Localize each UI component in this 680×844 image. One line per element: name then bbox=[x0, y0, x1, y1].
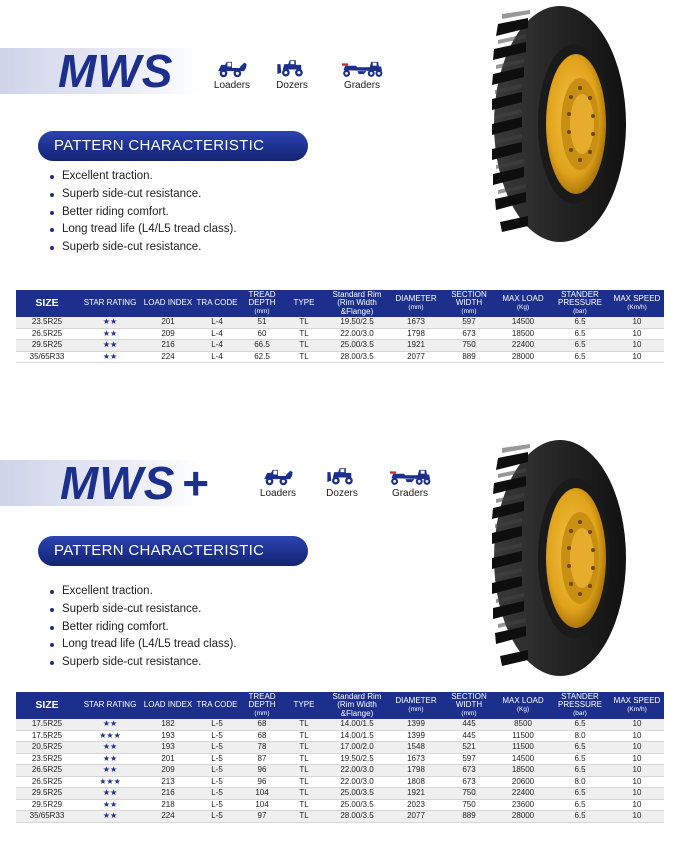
star-rating-cell: ★★ bbox=[78, 317, 142, 328]
table-cell: 96 bbox=[240, 776, 284, 788]
brand-title: MWS + bbox=[60, 457, 210, 509]
table-cell: L-4 bbox=[194, 340, 240, 352]
table-cell: 97 bbox=[240, 811, 284, 823]
brand-title: MWS bbox=[58, 45, 174, 97]
header-size: SIZE bbox=[16, 692, 78, 719]
machine-loaders: Loaders bbox=[258, 466, 298, 499]
table-cell: 193 bbox=[142, 742, 194, 754]
table-cell: TL bbox=[284, 351, 324, 363]
machine-dozers: Dozers bbox=[322, 466, 362, 499]
tire-image bbox=[488, 4, 628, 244]
loader-icon bbox=[214, 58, 250, 78]
table-cell: 750 bbox=[442, 799, 496, 811]
table-cell: TL bbox=[284, 788, 324, 800]
feature-item: Superb side-cut resistance. bbox=[48, 654, 237, 672]
table-cell: 17.5R25 bbox=[16, 730, 78, 742]
table-cell: 209 bbox=[142, 328, 194, 340]
table-cell: 22.00/3.0 bbox=[324, 776, 390, 788]
table-cell: 445 bbox=[442, 730, 496, 742]
table-cell: 10 bbox=[610, 788, 664, 800]
table-cell: 26.5R25 bbox=[16, 776, 78, 788]
table-cell: L-5 bbox=[194, 742, 240, 754]
feature-item: Excellent traction. bbox=[48, 583, 237, 601]
table-cell: 104 bbox=[240, 788, 284, 800]
table-cell: L-5 bbox=[194, 765, 240, 777]
table-row bbox=[16, 730, 664, 742]
table-cell: 20.5R25 bbox=[16, 742, 78, 754]
table-cell: 23600 bbox=[496, 799, 550, 811]
table-header-row bbox=[16, 692, 664, 719]
table-cell: 14.00/1.5 bbox=[324, 730, 390, 742]
table-row bbox=[16, 328, 664, 340]
table-row bbox=[16, 811, 664, 823]
table-cell: L-5 bbox=[194, 753, 240, 765]
machine-graders: Graders bbox=[334, 58, 390, 91]
table-cell: 96 bbox=[240, 765, 284, 777]
feature-list bbox=[48, 168, 237, 257]
table-cell: 597 bbox=[442, 753, 496, 765]
table-cell: 25.00/3.5 bbox=[324, 799, 390, 811]
header-load-index: LOAD INDEX bbox=[142, 692, 194, 719]
grader-icon bbox=[336, 58, 388, 78]
table-cell: 22400 bbox=[496, 340, 550, 352]
table-cell: 889 bbox=[442, 351, 496, 363]
spec-table bbox=[16, 290, 664, 363]
table-cell: L-5 bbox=[194, 799, 240, 811]
table-cell: 29.5R29 bbox=[16, 799, 78, 811]
table-header-row bbox=[16, 290, 664, 317]
table-cell: 2023 bbox=[390, 799, 442, 811]
feature-item: Superb side-cut resistance. bbox=[48, 186, 237, 204]
table-cell: 521 bbox=[442, 742, 496, 754]
table-cell: 10 bbox=[610, 730, 664, 742]
table-cell: 1673 bbox=[390, 317, 442, 328]
table-cell: 6.5 bbox=[550, 753, 610, 765]
table-row bbox=[16, 788, 664, 800]
table-cell: 209 bbox=[142, 765, 194, 777]
header-load-index: LOAD INDEX bbox=[142, 290, 194, 317]
table-cell: 8.0 bbox=[550, 776, 610, 788]
header-type: TYPE bbox=[284, 692, 324, 719]
table-cell: 19.50/2.5 bbox=[324, 317, 390, 328]
table-cell: 18500 bbox=[496, 765, 550, 777]
table-cell: TL bbox=[284, 742, 324, 754]
table-cell: 750 bbox=[442, 788, 496, 800]
table-cell: 23.5R25 bbox=[16, 317, 78, 328]
table-cell: 10 bbox=[610, 719, 664, 730]
header-tread-depth: TREAD DEPTH (mm) bbox=[240, 692, 284, 719]
table-cell: 87 bbox=[240, 753, 284, 765]
star-rating-cell: ★★ bbox=[78, 742, 142, 754]
table-cell: 445 bbox=[442, 719, 496, 730]
table-cell: 1921 bbox=[390, 340, 442, 352]
table-row bbox=[16, 340, 664, 352]
table-cell: 201 bbox=[142, 317, 194, 328]
table-cell: 224 bbox=[142, 811, 194, 823]
table-cell: 2077 bbox=[390, 811, 442, 823]
table-cell: TL bbox=[284, 317, 324, 328]
table-cell: 1399 bbox=[390, 719, 442, 730]
table-cell: 10 bbox=[610, 799, 664, 811]
table-cell: 8500 bbox=[496, 719, 550, 730]
table-cell: TL bbox=[284, 719, 324, 730]
header-section-width: SECTION WIDTH (mm) bbox=[442, 692, 496, 719]
table-cell: L-4 bbox=[194, 351, 240, 363]
table-cell: 22400 bbox=[496, 788, 550, 800]
feature-list bbox=[48, 583, 237, 672]
table-cell: 10 bbox=[610, 811, 664, 823]
table-cell: 17.5R25 bbox=[16, 719, 78, 730]
table-cell: 28.00/3.5 bbox=[324, 351, 390, 363]
dozer-icon bbox=[274, 58, 310, 78]
product-section-mws-plus bbox=[0, 420, 680, 844]
header-max-speed: MAX SPEED (Km/h) bbox=[610, 290, 664, 317]
table-cell: 1673 bbox=[390, 753, 442, 765]
header-section-width: SECTION WIDTH (mm) bbox=[442, 290, 496, 317]
table-row bbox=[16, 776, 664, 788]
header-diameter: DIAMETER (mm) bbox=[390, 692, 442, 719]
table-cell: 35/65R33 bbox=[16, 351, 78, 363]
feature-item: Long tread life (L4/L5 tread class). bbox=[48, 636, 237, 654]
table-cell: 10 bbox=[610, 317, 664, 328]
tire-image bbox=[488, 438, 628, 678]
table-cell: TL bbox=[284, 730, 324, 742]
star-rating-cell: ★★ bbox=[78, 811, 142, 823]
feature-item: Better riding comfort. bbox=[48, 619, 237, 637]
table-cell: 14500 bbox=[496, 753, 550, 765]
table-cell: 11500 bbox=[496, 730, 550, 742]
table-cell: TL bbox=[284, 340, 324, 352]
header-size: SIZE bbox=[16, 290, 78, 317]
table-cell: 10 bbox=[610, 328, 664, 340]
table-cell: 10 bbox=[610, 776, 664, 788]
dozer-icon bbox=[324, 466, 360, 486]
table-cell: 25.00/3.5 bbox=[324, 340, 390, 352]
table-cell: 26.5R25 bbox=[16, 328, 78, 340]
table-cell: 1399 bbox=[390, 730, 442, 742]
star-rating-cell: ★★ bbox=[78, 328, 142, 340]
feature-item: Better riding comfort. bbox=[48, 204, 237, 222]
table-cell: 182 bbox=[142, 719, 194, 730]
table-cell: L-5 bbox=[194, 788, 240, 800]
table-cell: 224 bbox=[142, 351, 194, 363]
header-max-load: MAX LOAD (Kg) bbox=[496, 290, 550, 317]
star-rating-cell: ★★ bbox=[78, 753, 142, 765]
table-cell: 1921 bbox=[390, 788, 442, 800]
table-cell: 216 bbox=[142, 788, 194, 800]
table-cell: TL bbox=[284, 328, 324, 340]
star-rating-cell: ★★ bbox=[78, 351, 142, 363]
header-standard-rim: Standard Rim (Rim Width &Flange) bbox=[324, 290, 390, 317]
table-cell: 889 bbox=[442, 811, 496, 823]
table-cell: 20600 bbox=[496, 776, 550, 788]
table-cell: 673 bbox=[442, 328, 496, 340]
table-cell: 17.00/2.0 bbox=[324, 742, 390, 754]
table-row bbox=[16, 351, 664, 363]
table-cell: 78 bbox=[240, 742, 284, 754]
table-cell: 6.5 bbox=[550, 788, 610, 800]
table-cell: 2077 bbox=[390, 351, 442, 363]
header-max-load: MAX LOAD (Kg) bbox=[496, 692, 550, 719]
machine-dozers: Dozers bbox=[272, 58, 312, 91]
table-cell: 218 bbox=[142, 799, 194, 811]
table-cell: 11500 bbox=[496, 742, 550, 754]
star-rating-cell: ★★ bbox=[78, 788, 142, 800]
table-cell: L-4 bbox=[194, 317, 240, 328]
table-cell: 6.5 bbox=[550, 765, 610, 777]
table-cell: 6.5 bbox=[550, 351, 610, 363]
table-cell: 19.50/2.5 bbox=[324, 753, 390, 765]
grader-icon bbox=[382, 466, 438, 486]
star-rating-cell: ★★ bbox=[78, 765, 142, 777]
table-cell: 6.5 bbox=[550, 328, 610, 340]
table-cell: 673 bbox=[442, 776, 496, 788]
table-cell: 29.5R25 bbox=[16, 340, 78, 352]
table-cell: 6.5 bbox=[550, 799, 610, 811]
header-tread-depth: TREAD DEPTH (mm) bbox=[240, 290, 284, 317]
table-cell: 1548 bbox=[390, 742, 442, 754]
star-rating-cell: ★★ bbox=[78, 340, 142, 352]
table-cell: 10 bbox=[610, 765, 664, 777]
table-cell: 23.5R25 bbox=[16, 753, 78, 765]
table-cell: TL bbox=[284, 776, 324, 788]
table-cell: 1798 bbox=[390, 328, 442, 340]
table-cell: 25.00/3.5 bbox=[324, 788, 390, 800]
header-stander-pressure: STANDER PRESSURE (bar) bbox=[550, 290, 610, 317]
header-star-rating: STAR RATING bbox=[78, 692, 142, 719]
table-cell: 201 bbox=[142, 753, 194, 765]
table-cell: 1798 bbox=[390, 765, 442, 777]
table-cell: 26.5R25 bbox=[16, 765, 78, 777]
feature-item: Excellent traction. bbox=[48, 168, 237, 186]
table-cell: 104 bbox=[240, 799, 284, 811]
table-cell: 22.00/3.0 bbox=[324, 328, 390, 340]
feature-item: Superb side-cut resistance. bbox=[48, 239, 237, 257]
table-cell: L-5 bbox=[194, 811, 240, 823]
table-cell: 66.5 bbox=[240, 340, 284, 352]
table-cell: 28000 bbox=[496, 811, 550, 823]
header-stander-pressure: STANDER PRESSURE (bar) bbox=[550, 692, 610, 719]
feature-item: Long tread life (L4/L5 tread class). bbox=[48, 221, 237, 239]
table-cell: 35/65R33 bbox=[16, 811, 78, 823]
table-row bbox=[16, 742, 664, 754]
table-cell: 60 bbox=[240, 328, 284, 340]
spec-table bbox=[16, 692, 664, 823]
table-cell: 750 bbox=[442, 340, 496, 352]
table-cell: 6.5 bbox=[550, 340, 610, 352]
table-cell: 14500 bbox=[496, 317, 550, 328]
table-cell: 216 bbox=[142, 340, 194, 352]
table-row bbox=[16, 753, 664, 765]
table-cell: TL bbox=[284, 811, 324, 823]
table-cell: 18500 bbox=[496, 328, 550, 340]
table-cell: 673 bbox=[442, 765, 496, 777]
table-cell: 29.5R25 bbox=[16, 788, 78, 800]
table-cell: 6.5 bbox=[550, 317, 610, 328]
pattern-characteristic-banner: PATTERN CHARACTERISTIC bbox=[38, 536, 308, 566]
table-cell: 193 bbox=[142, 730, 194, 742]
table-cell: L-5 bbox=[194, 719, 240, 730]
table-cell: 28.00/3.5 bbox=[324, 811, 390, 823]
header-diameter: DIAMETER (mm) bbox=[390, 290, 442, 317]
table-cell: 68 bbox=[240, 730, 284, 742]
table-cell: 6.5 bbox=[550, 811, 610, 823]
machine-loaders: Loaders bbox=[212, 58, 252, 91]
header-standard-rim: Standard Rim (Rim Width &Flange) bbox=[324, 692, 390, 719]
product-section-mws bbox=[0, 0, 680, 420]
table-cell: 8.0 bbox=[550, 730, 610, 742]
table-cell: L-4 bbox=[194, 328, 240, 340]
header-max-speed: MAX SPEED (Km/h) bbox=[610, 692, 664, 719]
machine-graders: Graders bbox=[380, 466, 440, 499]
feature-item: Superb side-cut resistance. bbox=[48, 601, 237, 619]
table-row bbox=[16, 719, 664, 730]
header-tra-code: TRA CODE bbox=[194, 692, 240, 719]
table-cell: 213 bbox=[142, 776, 194, 788]
table-cell: 68 bbox=[240, 719, 284, 730]
table-cell: 10 bbox=[610, 351, 664, 363]
star-rating-cell: ★★ bbox=[78, 719, 142, 730]
header-tra-code: TRA CODE bbox=[194, 290, 240, 317]
table-cell: TL bbox=[284, 753, 324, 765]
star-rating-cell: ★★★ bbox=[78, 730, 142, 742]
table-row bbox=[16, 765, 664, 777]
table-cell: 62.5 bbox=[240, 351, 284, 363]
table-cell: 22.00/3.0 bbox=[324, 765, 390, 777]
pattern-characteristic-banner: PATTERN CHARACTERISTIC bbox=[38, 131, 308, 161]
table-cell: 10 bbox=[610, 340, 664, 352]
table-cell: 1808 bbox=[390, 776, 442, 788]
header-type: TYPE bbox=[284, 290, 324, 317]
loader-icon bbox=[260, 466, 296, 486]
header-star-rating: STAR RATING bbox=[78, 290, 142, 317]
table-row bbox=[16, 799, 664, 811]
table-cell: 14.00/1.5 bbox=[324, 719, 390, 730]
table-cell: 597 bbox=[442, 317, 496, 328]
table-cell: 51 bbox=[240, 317, 284, 328]
table-cell: L-5 bbox=[194, 730, 240, 742]
table-cell: 10 bbox=[610, 753, 664, 765]
table-cell: 6.5 bbox=[550, 742, 610, 754]
table-cell: L-5 bbox=[194, 776, 240, 788]
table-cell: 10 bbox=[610, 742, 664, 754]
table-row bbox=[16, 317, 664, 328]
star-rating-cell: ★★★ bbox=[78, 776, 142, 788]
table-cell: TL bbox=[284, 765, 324, 777]
table-cell: TL bbox=[284, 799, 324, 811]
star-rating-cell: ★★ bbox=[78, 799, 142, 811]
table-cell: 6.5 bbox=[550, 719, 610, 730]
table-cell: 28000 bbox=[496, 351, 550, 363]
